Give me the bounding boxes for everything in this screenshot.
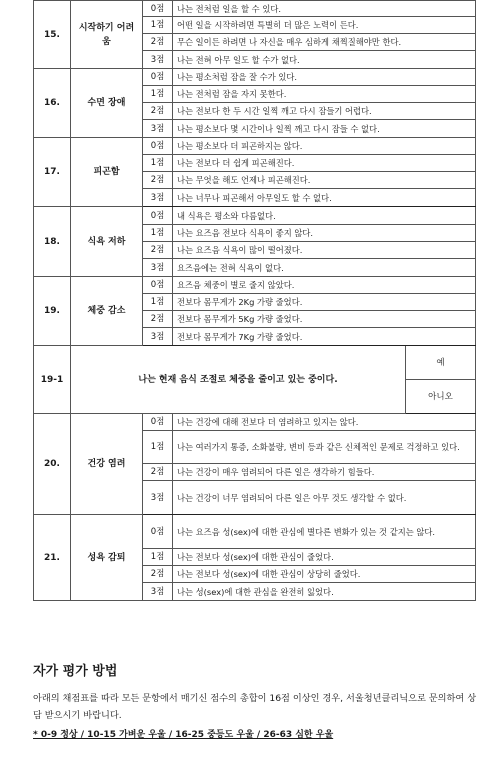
score-cell: 1점 (143, 431, 173, 464)
score-cell: 3점 (143, 120, 173, 138)
item-number: 18. (34, 207, 71, 277)
item-number: 17. (34, 138, 71, 207)
statement-cell: 나는 요즈음 성(sex)에 대한 관심에 별다른 변화가 있는 것 같지는 않다. (173, 515, 476, 549)
statement-cell: 나는 건강이 너무 염려되어 다른 일은 아무 것도 생각할 수 없다. (173, 481, 476, 515)
item-title: 수면 장애 (71, 69, 143, 138)
score-cell: 2점 (143, 566, 173, 583)
score-scale: * 0-9 정상 / 10-15 가벼운 우울 / 16-25 중등도 우울 / 26-63 심한 우울 (33, 730, 334, 740)
score-cell: 2점 (143, 311, 173, 328)
item-number: 19-1 (34, 346, 71, 414)
score-cell: 1점 (143, 294, 173, 311)
statement-cell: 나는 전처럼 잠을 자지 못한다. (173, 86, 476, 103)
statement-cell: 나는 전보다 성(sex)에 대한 관심이 상당히 줄었다. (173, 566, 476, 583)
score-cell: 3점 (143, 259, 173, 277)
item-title: 식욕 저하 (71, 207, 143, 277)
answer-yes: 예 (406, 346, 476, 380)
score-cell: 0점 (143, 277, 173, 294)
statement-cell: 나는 건강이 매우 염려되어 다른 일은 생각하기 힘들다. (173, 464, 476, 481)
statement-cell: 무슨 일이든 하려면 나 자신을 매우 심하게 채찍질해야만 한다. (173, 34, 476, 51)
statement-cell: 나는 요즈음 전보다 식욕이 좋지 않다. (173, 225, 476, 242)
score-cell: 3점 (143, 481, 173, 515)
item-title: 체중 감소 (71, 277, 143, 346)
score-cell: 1점 (143, 86, 173, 103)
statement-cell: 나는 무엇을 해도 언제나 피곤해진다. (173, 172, 476, 189)
score-cell: 2점 (143, 172, 173, 189)
score-cell: 0점 (143, 1, 173, 17)
statement-cell: 나는 전처럼 일을 할 수 있다. (173, 1, 476, 17)
score-cell: 1점 (143, 155, 173, 172)
statement-cell: 내 식욕은 평소와 다름없다. (173, 207, 476, 225)
score-cell: 2점 (143, 242, 173, 259)
method-description: 아래의 채점표를 따라 모든 문항에서 매기신 점수의 총합이 16점 이상인 경우, 서울청년클리닉으로 문의하여 상담 받으시기 바랍니다. (33, 693, 477, 721)
answer-no: 아니오 (406, 380, 476, 414)
statement-cell: 나는 전보다 더 쉽게 피곤해진다. (173, 155, 476, 172)
item-number: 19. (34, 277, 71, 346)
score-cell: 2점 (143, 34, 173, 51)
questionnaire-table (33, 0, 476, 601)
score-cell: 0점 (143, 207, 173, 225)
statement-cell: 나는 건강에 대해 전보다 더 염려하고 있지는 않다. (173, 414, 476, 431)
item-number: 16. (34, 69, 71, 138)
statement-cell: 나는 요즈음 식욕이 많이 떨어졌다. (173, 242, 476, 259)
statement-cell: 전보다 몸무게가 2Kg 가량 줄었다. (173, 294, 476, 311)
statement-cell: 나는 전보다 성(sex)에 대한 관심이 줄었다. (173, 549, 476, 566)
score-cell: 0점 (143, 414, 173, 431)
section-title: 자가 평가 방법 (33, 664, 118, 679)
statement-cell: 나는 성(sex)에 대한 관심을 완전히 잃었다. (173, 583, 476, 601)
score-cell: 1점 (143, 225, 173, 242)
statement-cell: 나는 여러가지 통증, 소화불량, 변비 등과 같은 신체적인 문제로 걱정하고 있다. (173, 431, 476, 464)
item-title: 건강 염려 (71, 414, 143, 515)
item-number: 15. (34, 1, 71, 69)
statement-cell: 요즈음에는 전혀 식욕이 없다. (173, 259, 476, 277)
statement-cell: 나는 너무나 피곤해서 아무일도 할 수 없다. (173, 189, 476, 207)
item-title: 시작하기 어려움 (71, 1, 143, 69)
score-cell: 0점 (143, 69, 173, 86)
score-cell: 3점 (143, 328, 173, 346)
score-cell: 2점 (143, 103, 173, 120)
statement-cell: 나는 평소보다 더 피곤하지는 않다. (173, 138, 476, 155)
score-cell: 3점 (143, 51, 173, 69)
score-cell: 2점 (143, 464, 173, 481)
score-cell: 3점 (143, 583, 173, 601)
item-title: 피곤함 (71, 138, 143, 207)
score-cell: 3점 (143, 189, 173, 207)
statement-cell: 나는 평소처럼 잠을 잘 수가 있다. (173, 69, 476, 86)
score-cell: 0점 (143, 515, 173, 549)
item-number: 20. (34, 414, 71, 515)
score-cell: 1점 (143, 17, 173, 34)
item-number: 21. (34, 515, 71, 601)
statement-cell: 나는 전보다 한 두 시간 일찍 깨고 다시 잠들기 어렵다. (173, 103, 476, 120)
score-cell: 1점 (143, 549, 173, 566)
statement-cell: 전보다 몸무게가 5Kg 가량 줄었다. (173, 311, 476, 328)
statement-cell: 나는 전혀 아무 일도 할 수가 없다. (173, 51, 476, 69)
statement-cell: 요즈음 체중이 별로 줄지 않았다. (173, 277, 476, 294)
statement-cell: 어떤 일을 시작하려면 특별히 더 많은 노력이 든다. (173, 17, 476, 34)
item-title: 성욕 감퇴 (71, 515, 143, 601)
statement-cell: 전보다 몸무게가 7Kg 가량 줄었다. (173, 328, 476, 346)
statement-cell: 나는 평소보다 몇 시간이나 일찍 깨고 다시 잠들 수 없다. (173, 120, 476, 138)
score-cell: 0점 (143, 138, 173, 155)
item-question: 나는 현재 음식 조절로 체중을 줄이고 있는 중이다. (71, 346, 406, 414)
